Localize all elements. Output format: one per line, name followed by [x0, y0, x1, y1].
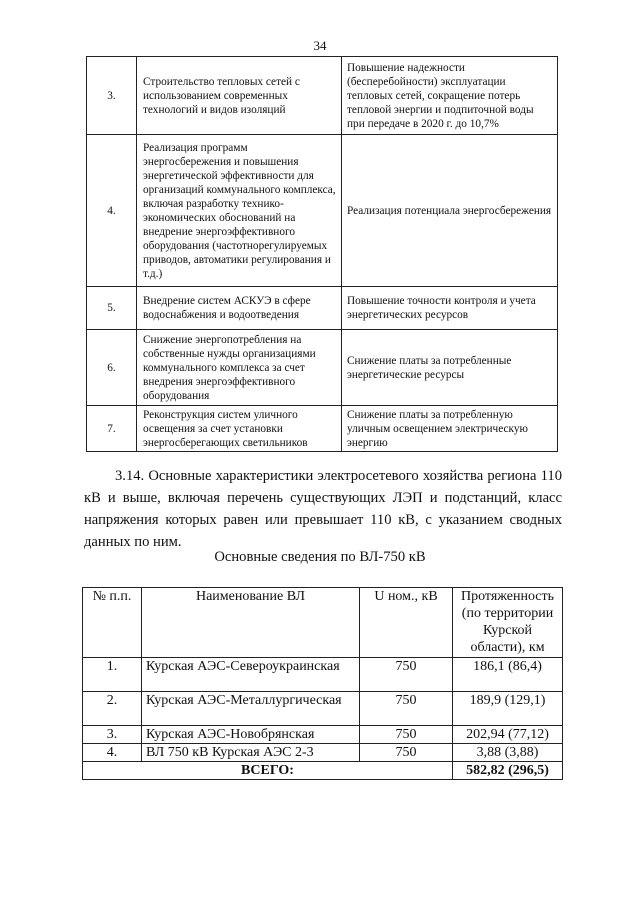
total-row: [83, 762, 563, 780]
row-number: 5.: [87, 287, 137, 330]
effect-cell: Реализация потенциала энергосбережения: [342, 135, 558, 287]
table-row: [83, 658, 563, 692]
header-num: № п.п.: [83, 588, 142, 658]
table-row: [87, 330, 558, 406]
table-title: Основные сведения по ВЛ-750 кВ: [214, 549, 426, 565]
line-voltage: 750: [360, 726, 453, 744]
table-row: [83, 726, 563, 744]
row-number: 3.: [87, 57, 137, 135]
line-num: 1.: [83, 658, 142, 692]
measure-cell: Реконструкция систем уличного освещения за счет установки энергосберегающих светильников: [137, 406, 342, 452]
page-number: 34: [313, 38, 327, 53]
line-voltage: 750: [360, 658, 453, 692]
effect-cell: Снижение платы за потребленные энергетические ресурсы: [342, 330, 558, 406]
total-value: 582,82 (296,5): [453, 762, 563, 780]
table-row: [83, 692, 563, 726]
line-num: 3.: [83, 726, 142, 744]
header-length: Протяженность (по территории Курской области), км: [453, 588, 563, 658]
effect-cell: Повышение точности контроля и учета энергетических ресурсов: [342, 287, 558, 330]
line-name: Курская АЭС-Новобрянская: [142, 726, 360, 744]
row-number: 4.: [87, 135, 137, 287]
line-voltage: 750: [360, 744, 453, 762]
line-name: Курская АЭС-Металлургическая: [142, 692, 360, 726]
section-paragraph: 3.14. Основные характеристики электросетевого хозяйства региона 110 кВ и выше, включая перечень существующих ЛЭП и подстанций, класс напряжения которых равен или превышает 110 кВ, с указанием сводных данных по ним.: [84, 468, 562, 550]
line-num: 4.: [83, 744, 142, 762]
line-length: 3,88 (3,88): [453, 744, 563, 762]
line-length: 186,1 (86,4): [453, 658, 563, 692]
table-row: [87, 135, 558, 287]
line-num: 2.: [83, 692, 142, 726]
measure-cell: Реализация программ энергосбережения и повышения энергетической эффективности для организаций коммунального комплекса, включая разработку технико-экономических обоснований на внедрение энергоэффективного оборудования (частотнорегулируемых приводов, автоматики регулирования и т.д.): [137, 135, 342, 287]
line-voltage: 750: [360, 692, 453, 726]
effect-cell: Повышение надежности (бесперебойности) эксплуатации тепловых сетей, сокращение потерь тепловой энергии и подпиточной воды при передаче в 2020 г. до 10,7%: [342, 57, 558, 135]
measure-cell: Строительство тепловых сетей с использованием современных технологий и видов изоляций: [137, 57, 342, 135]
table-row: [87, 57, 558, 135]
row-number: 7.: [87, 406, 137, 452]
effect-cell: Снижение платы за потребленную уличным освещением электрическую энергию: [342, 406, 558, 452]
line-name: ВЛ 750 кВ Курская АЭС 2-3: [142, 744, 360, 762]
table-row: [83, 744, 563, 762]
total-label: ВСЕГО:: [83, 762, 453, 780]
header-name: Наименование ВЛ: [142, 588, 360, 658]
table-header-row: [83, 588, 563, 658]
table-row: [87, 287, 558, 330]
table-row: [87, 406, 558, 452]
row-number: 6.: [87, 330, 137, 406]
measure-cell: Снижение энергопотребления на собственные нужды организациями коммунального комплекса за счет внедрения энергоэффективного оборудования: [137, 330, 342, 406]
measures-table: [86, 56, 558, 452]
header-voltage: U ном., кВ: [360, 588, 453, 658]
line-name: Курская АЭС-Североукраинская: [142, 658, 360, 692]
measure-cell: Внедрение систем АСКУЭ в сфере водоснабжения и водоотведения: [137, 287, 342, 330]
power-lines-table: [82, 587, 563, 780]
line-length: 202,94 (77,12): [453, 726, 563, 744]
line-length: 189,9 (129,1): [453, 692, 563, 726]
